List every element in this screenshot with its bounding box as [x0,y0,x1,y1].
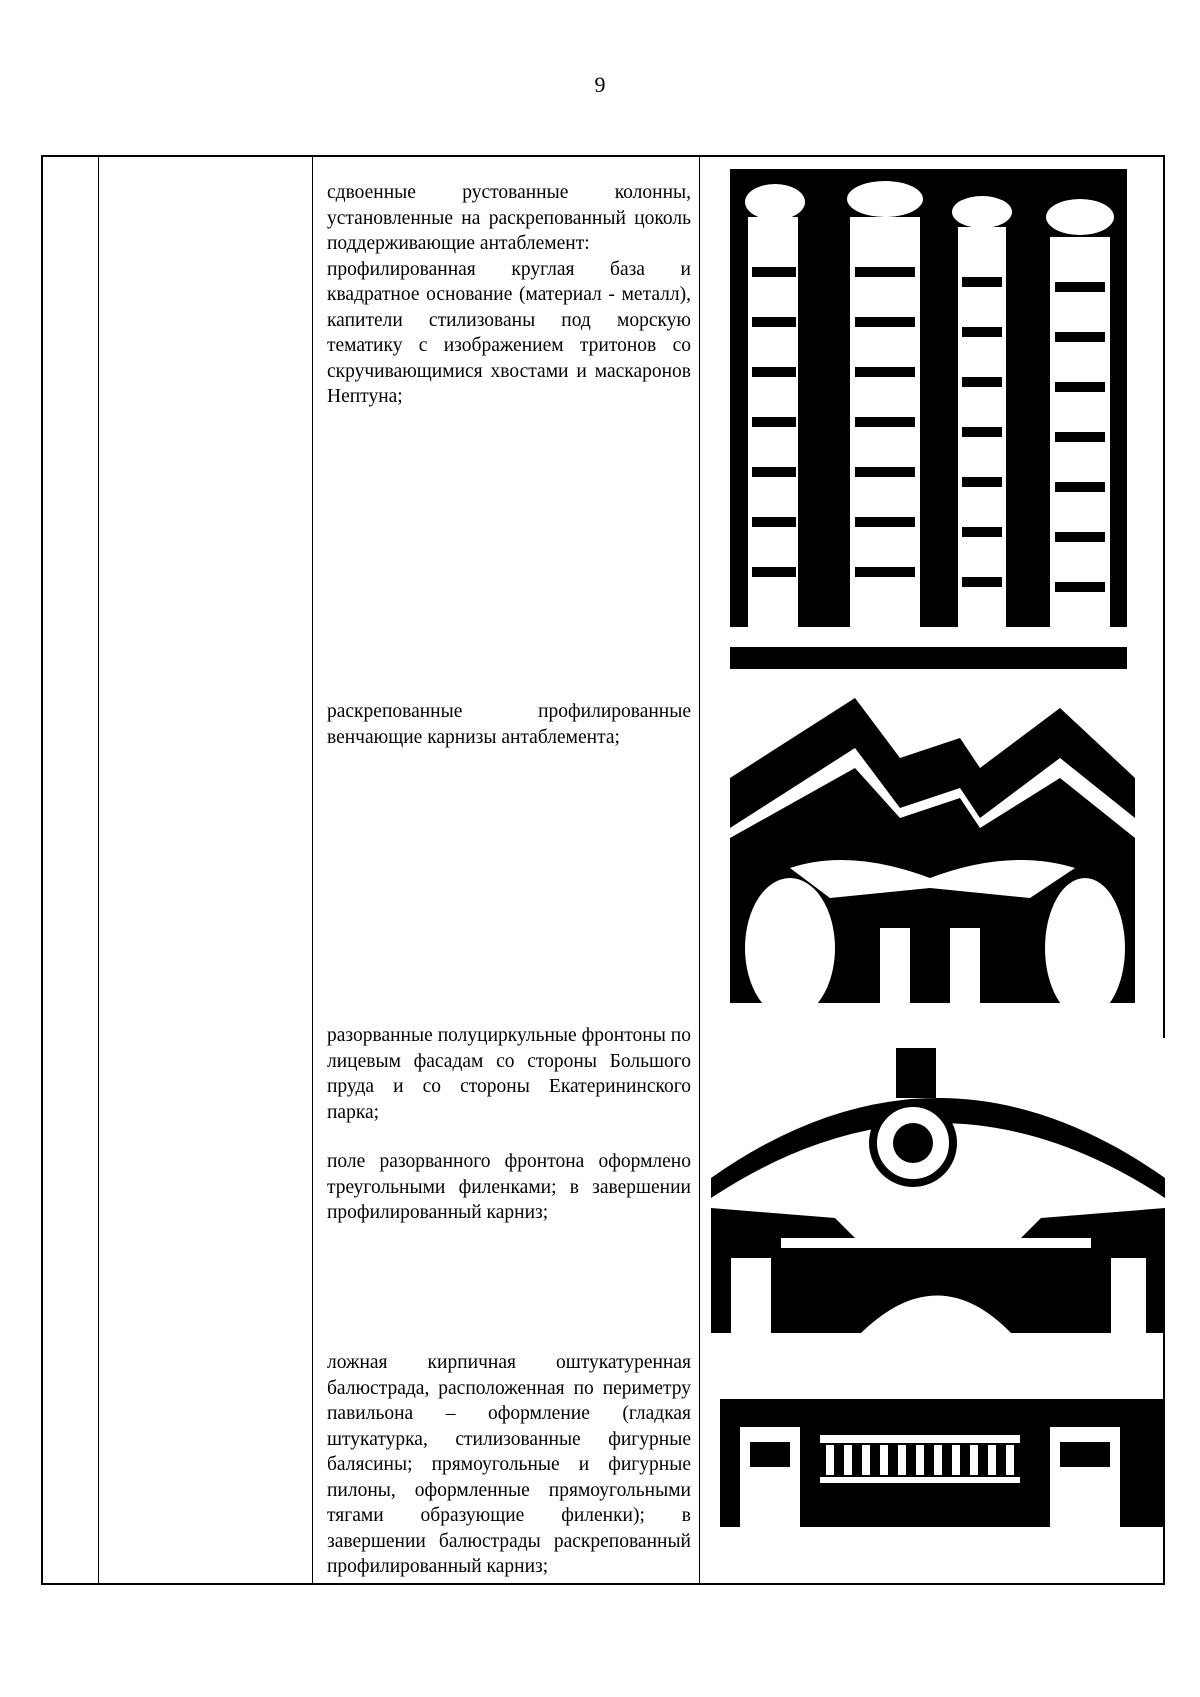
column-divider [699,157,700,1583]
paragraph: раскрепованные профилированные венчающие карнизы антаблемента; [327,701,691,748]
balustrade-photo [720,1387,1163,1527]
columns-photo [730,157,1127,669]
cornice-photo [730,698,1135,1003]
paragraph: профилированная круглая база и квадратное основание (материал - металл), капители стилизованы под морскую тематику с изображением тритонов со скручивающимися хвостами и маскаронов Нептуна; [327,258,691,407]
row-4-description [327,1350,691,1580]
paragraph: поле разорванного фронтона оформлено треугольными филенками; в завершении профилированный карниз; [327,1151,691,1223]
row-3-description [327,1023,691,1226]
pediment-photo [711,1038,1165,1333]
row-2-description [327,699,691,750]
column-divider [98,157,99,1583]
paragraph: сдвоенные рустованные колонны, установленные на раскрепованный цоколь поддерживающие антаблемент: [327,182,691,254]
paragraph: ложная кирпичная оштукатуренная балюстрада, расположенная по периметру павильона – оформление (гладкая штукатурка, стилизованные фигурные балясины; прямоугольные и фигурные пилоны, оформленные прямоугольными тягами образующие филенки); в завершении балюстрады раскрепованный профилированный карниз; [327,1352,691,1577]
paragraph: разорванные полуциркульные фронтоны по лицевым фасадам со стороны Большого пруда и со стороны Екатерининского парка; [327,1025,691,1123]
column-divider [312,157,313,1583]
row-1-description [327,180,691,410]
page-number: 9 [594,72,606,97]
